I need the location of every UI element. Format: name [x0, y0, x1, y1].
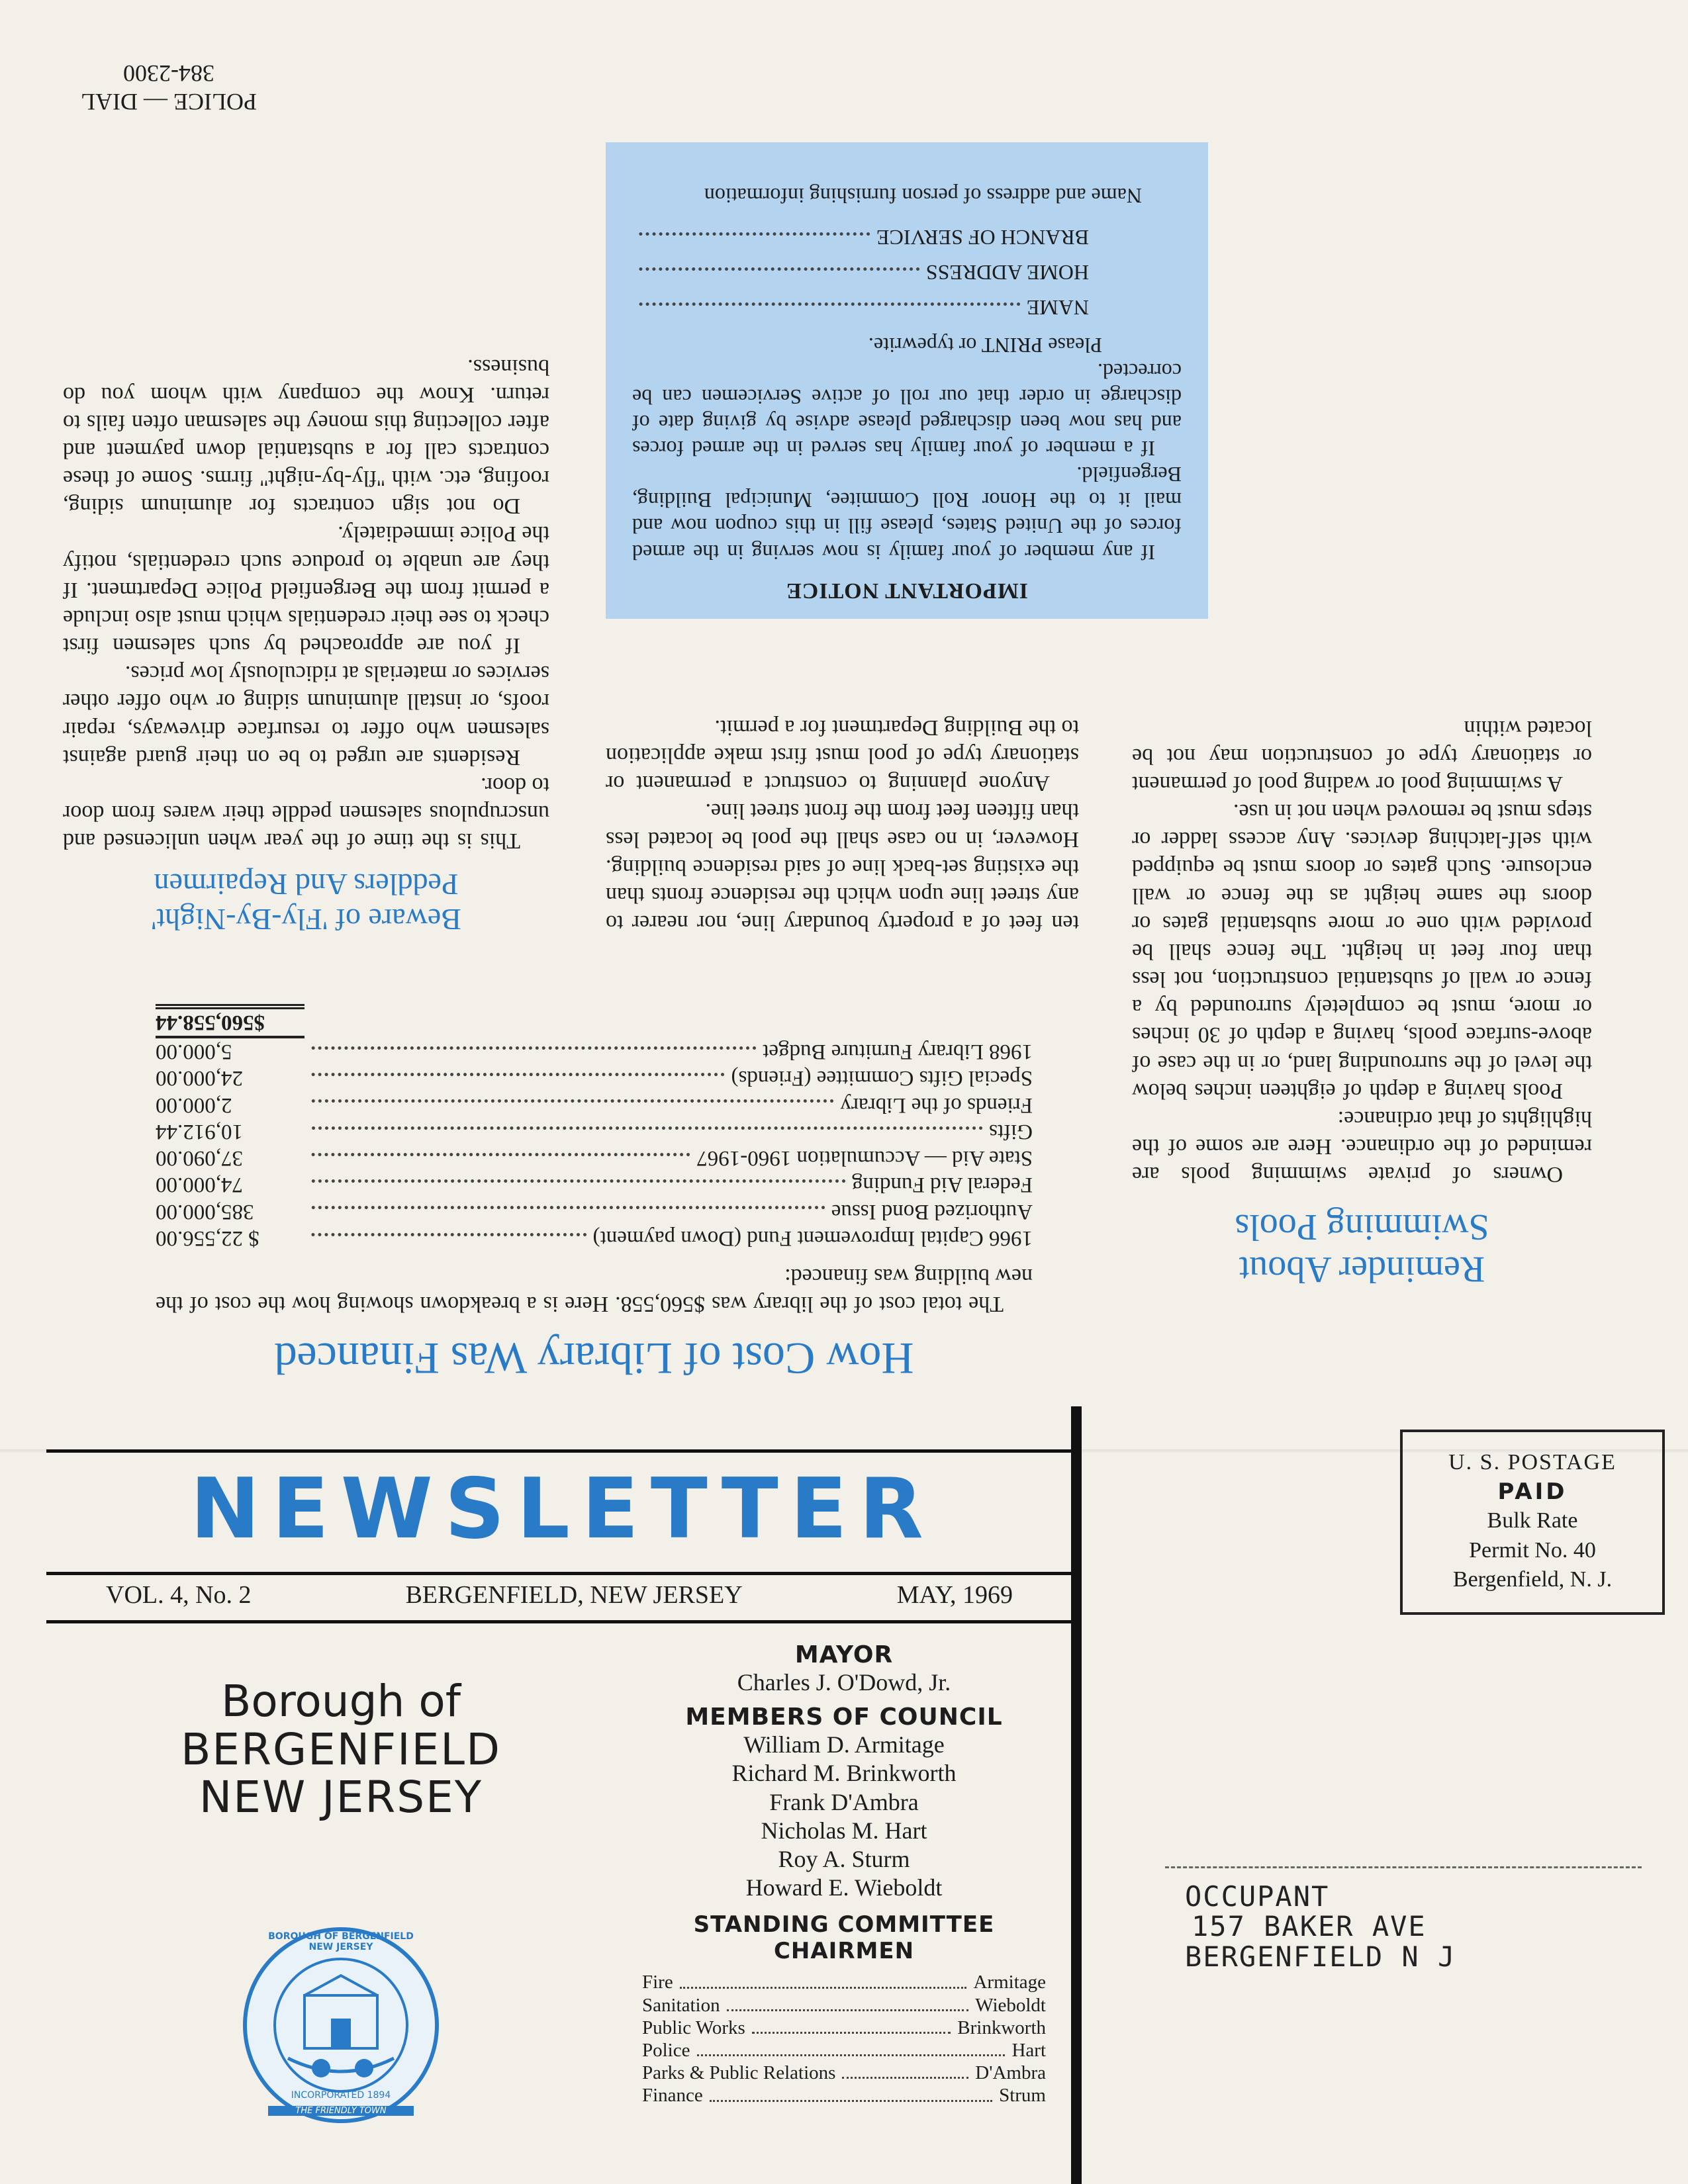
library-row-amount: 37,090.00	[156, 1146, 243, 1171]
committee-chair: Wieboldt	[975, 1994, 1046, 2016]
pools-title-line1: Reminder About	[1239, 1249, 1485, 1290]
pools-para5: Anyone planning to construct a permanent or stationary type of pool must first make application to the Building Department for a permit.	[606, 715, 1079, 796]
leader-dots	[311, 1046, 756, 1050]
council-member: William D. Armitage	[743, 1731, 945, 1758]
seal-name: BOROUGH OF BERGENFIELD NEW JERSEY	[268, 1931, 414, 1952]
library-article	[156, 1004, 1033, 1383]
masthead-info	[106, 1580, 1013, 1610]
masthead-top-rule	[46, 1449, 1072, 1453]
peddlers-title-line2: Peddlers And Repairmen	[154, 868, 459, 902]
seal-motto: THE FRIENDLY TOWN	[268, 2106, 414, 2116]
council-member: Nicholas M. Hart	[761, 1817, 927, 1844]
pools-para2: Pools having a depth of eighteen inches below the level of the surrounding land, or in the case of above-surface pools, having a depth of 30 inches or more, must be completely surrounded by a fence or wall of substantial construction, not less than four feet in height. The fence shall be provided with one or more substantial gates or doors the same height as the fence or wall enclosure. Such gates or doors must be equipped with self-latching devices. Any access ladder or steps must be removed when not in use.	[1132, 799, 1592, 1103]
committee-row	[642, 1994, 1046, 2017]
important-notice-box	[606, 142, 1208, 619]
committee-row	[642, 1971, 1046, 1993]
leader-dots	[842, 2077, 968, 2079]
postage-box	[1400, 1430, 1665, 1615]
seal-incorporated: INCORPORATED 1894	[291, 2090, 391, 2101]
committee-list	[642, 1971, 1046, 2107]
committee-row	[642, 2062, 1046, 2084]
library-row-label: State Aid — Accumulation 1960-1967	[696, 1146, 1033, 1171]
library-row-amount: 385,000.00	[156, 1199, 254, 1224]
council-member: Howard E. Wieboldt	[745, 1874, 943, 1901]
committee-area: Fire	[642, 1972, 673, 1993]
mayor-heading: MAYOR	[794, 1641, 894, 1668]
police-dial-label: POLICE — DIAL	[81, 89, 257, 115]
pools-title-line2: Swimming Pools	[1235, 1206, 1489, 1248]
library-total: $560,558.44	[156, 1004, 305, 1036]
leader-dots	[710, 2100, 992, 2102]
peddlers-para1: This is the time of the year when unlicensed and unscrupulous salesmen peddle their wares from door to door.	[63, 772, 549, 854]
leader-dots	[752, 2032, 951, 2034]
police-dial	[36, 59, 301, 116]
notice-branch-label: BRANCH OF SERVICE	[876, 226, 1089, 250]
police-dial-number: 384-2300	[123, 60, 214, 87]
pools-para3: A swimming pool or wading pool of permanent or stationary type of construction may not be located within	[1132, 715, 1592, 797]
library-row	[156, 1225, 1033, 1251]
library-row	[156, 1171, 1033, 1198]
peddlers-title-line1: Beware of 'Fly-By-Night'	[151, 903, 461, 936]
postage-line4: Permit No. 40	[1469, 1537, 1596, 1563]
notice-name-label: NAME	[1026, 296, 1089, 320]
leader-dots	[311, 1153, 690, 1156]
library-table	[156, 1004, 1033, 1251]
committee-row	[642, 2039, 1046, 2062]
pools-article	[1132, 714, 1592, 1291]
pools-title	[1132, 1205, 1592, 1291]
column-divider	[1071, 1406, 1082, 2184]
leader-dots	[680, 1987, 967, 1989]
library-row-label: Special Gifts Committee (Friends)	[731, 1066, 1033, 1091]
notice-address-row	[632, 259, 1089, 285]
masthead-bottom-rule	[46, 1620, 1072, 1623]
library-row	[156, 1091, 1033, 1118]
notice-footer: Name and address of person furnishing information	[704, 184, 1142, 208]
library-row	[156, 1145, 1033, 1171]
borough-seal	[242, 1926, 440, 2124]
committee-area: Public Works	[642, 2017, 745, 2038]
library-row-amount: $ 22,556.00	[156, 1226, 259, 1250]
peddlers-para4: Do not sign contracts for aluminum siding, roofing, etc. with ''fly-by-night'' firms. Some of these contracts call for a substantial down payment and after collecting this money the salesman often fails to return. Know the company with whom you do business.	[63, 354, 549, 519]
borough-line3: NEW JERSEY	[199, 1772, 483, 1823]
leader-dots	[727, 2009, 969, 2011]
address-line3: BERGENFIELD N J	[1185, 1940, 1456, 1973]
library-row-label: Gifts	[989, 1119, 1033, 1144]
notice-para2: If a member of your family has served in the armed forces and has now been discharged please advise by giving date of discharge in order that our roll of active Servicemen can be corrected.	[632, 359, 1182, 461]
pools-para4: ten feet of a property boundary line, nor nearer to any street line upon which the residence fronts than the existing set-back line of said residence building. However, in no case shall the pool be located less than fifteen feet from the front street line.	[606, 799, 1079, 935]
library-row-label: Friends of the Library	[840, 1093, 1033, 1117]
library-row-amount: 5,000.00	[156, 1040, 232, 1064]
notice-address-label: HOME ADDRESS	[925, 261, 1089, 285]
postage-line2: PAID	[1497, 1479, 1568, 1506]
peddlers-title	[63, 866, 549, 936]
peddlers-para3: If you are approached by such salesmen first check to see their credentials which must also include a permit from the Bergenfield Police Department. If they are unable to produce such credentials, notify the Police immediately.	[63, 522, 549, 659]
pools-body	[1132, 714, 1592, 1189]
peddlers-article	[63, 352, 549, 936]
leader-dots	[311, 1233, 586, 1236]
library-row-label: Federal Aid Funding	[851, 1173, 1033, 1197]
postage-line3: Bulk Rate	[1487, 1508, 1578, 1533]
leader-dots	[697, 2054, 1006, 2056]
committee-row	[642, 2017, 1046, 2039]
leader-dots	[311, 1073, 724, 1076]
council-members	[642, 1731, 1046, 1902]
library-title: How Cost of Library Was Financed	[274, 1334, 914, 1384]
leader-dots	[311, 1126, 982, 1130]
library-intro: The total cost of the library was $560,558. Here is a breakdown showing how the cost of the new building was financed:	[156, 1264, 1033, 1317]
library-row-amount: 24,000.00	[156, 1066, 243, 1091]
library-row	[156, 1198, 1033, 1224]
library-row-amount: 74,000.00	[156, 1173, 243, 1197]
newsletter-title: NEWSLETTER	[190, 1460, 935, 1557]
borough-line1: Borough of	[221, 1676, 461, 1727]
library-row-label: 1966 Capital Improvement Fund (Down payment)	[592, 1226, 1033, 1250]
notice-print-line: Please PRINT or typewrite.	[868, 334, 1102, 358]
committee-chair: Armitage	[973, 1972, 1046, 1993]
committee-chair: Brinkworth	[957, 2017, 1046, 2038]
postage-line1: U. S. POSTAGE	[1448, 1450, 1617, 1475]
committee-row	[642, 2084, 1046, 2107]
committee-area: Sanitation	[642, 1994, 720, 2016]
borough-block	[126, 1678, 556, 1822]
council-member: Frank D'Ambra	[769, 1788, 919, 1815]
masthead-date: MAY, 1969	[896, 1581, 1013, 1609]
library-row-amount: 2,000.00	[156, 1093, 232, 1117]
masthead-place: BERGENFIELD, NEW JERSEY	[405, 1581, 743, 1609]
borough-line2: BERGENFIELD	[181, 1723, 501, 1775]
leader-dots	[311, 1179, 845, 1183]
leader-dots	[311, 1099, 833, 1103]
committee-chair: Strum	[999, 2085, 1046, 2107]
council-heading: MEMBERS OF COUNCIL	[685, 1704, 1003, 1731]
council-block	[642, 1641, 1046, 2107]
library-row-label: 1968 Library Furniture Budget	[763, 1040, 1033, 1064]
committee-heading-1: STANDING COMMITTEE	[693, 1911, 995, 1938]
notice-para1: If any member of your family is now serving in the armed forces of the United States, please fill in this coupon now and mail it to the Honor Roll Commitee, Municipal Building, Bergenfield.	[632, 463, 1182, 565]
postage-line5: Bergenfield, N. J.	[1452, 1567, 1613, 1592]
library-row	[156, 1118, 1033, 1145]
masthead-mid-rule	[46, 1572, 1072, 1575]
address-line1: OCCUPANT	[1185, 1880, 1330, 1913]
notice-branch-row	[632, 224, 1089, 250]
committee-area: Finance	[642, 2085, 703, 2107]
committee-area: Police	[642, 2039, 690, 2061]
volume-number: VOL. 4, No. 2	[106, 1581, 252, 1609]
address-label	[1165, 1866, 1642, 1972]
notice-name-row	[632, 295, 1089, 320]
committee-chair: Hart	[1011, 2039, 1046, 2061]
council-member: Richard M. Brinkworth	[731, 1760, 957, 1787]
peddlers-body	[63, 352, 549, 854]
address-line2: 157 BAKER AVE	[1192, 1910, 1427, 1943]
pools-continued	[606, 713, 1079, 936]
notice-title: IMPORTANT NOTICE	[786, 578, 1028, 603]
library-row	[156, 1065, 1033, 1091]
library-row	[156, 1038, 1033, 1065]
committee-chair: D'Ambra	[975, 2062, 1046, 2084]
committee-area: Parks & Public Relations	[642, 2062, 836, 2084]
council-member: Roy A. Sturm	[778, 1845, 910, 1872]
committee-heading-2: CHAIRMEN	[773, 1938, 915, 1965]
peddlers-para2: Residents are urged to be on their guard against salesmen who offer to resurface driveways, repair roofs, or install aluminum siding or who offer other services or materials at ridiculously low prices.	[63, 661, 549, 770]
leader-dots	[311, 1206, 825, 1209]
library-row-amount: 10,912.44	[156, 1119, 243, 1144]
mayor-name: Charles J. O'Dowd, Jr.	[737, 1669, 951, 1696]
library-row-label: Authorized Bond Issue	[831, 1199, 1033, 1224]
pools-para1: Owners of private swimming pools are reminded of the ordinance. Here are some of the highlights of that ordinance:	[1132, 1106, 1592, 1187]
